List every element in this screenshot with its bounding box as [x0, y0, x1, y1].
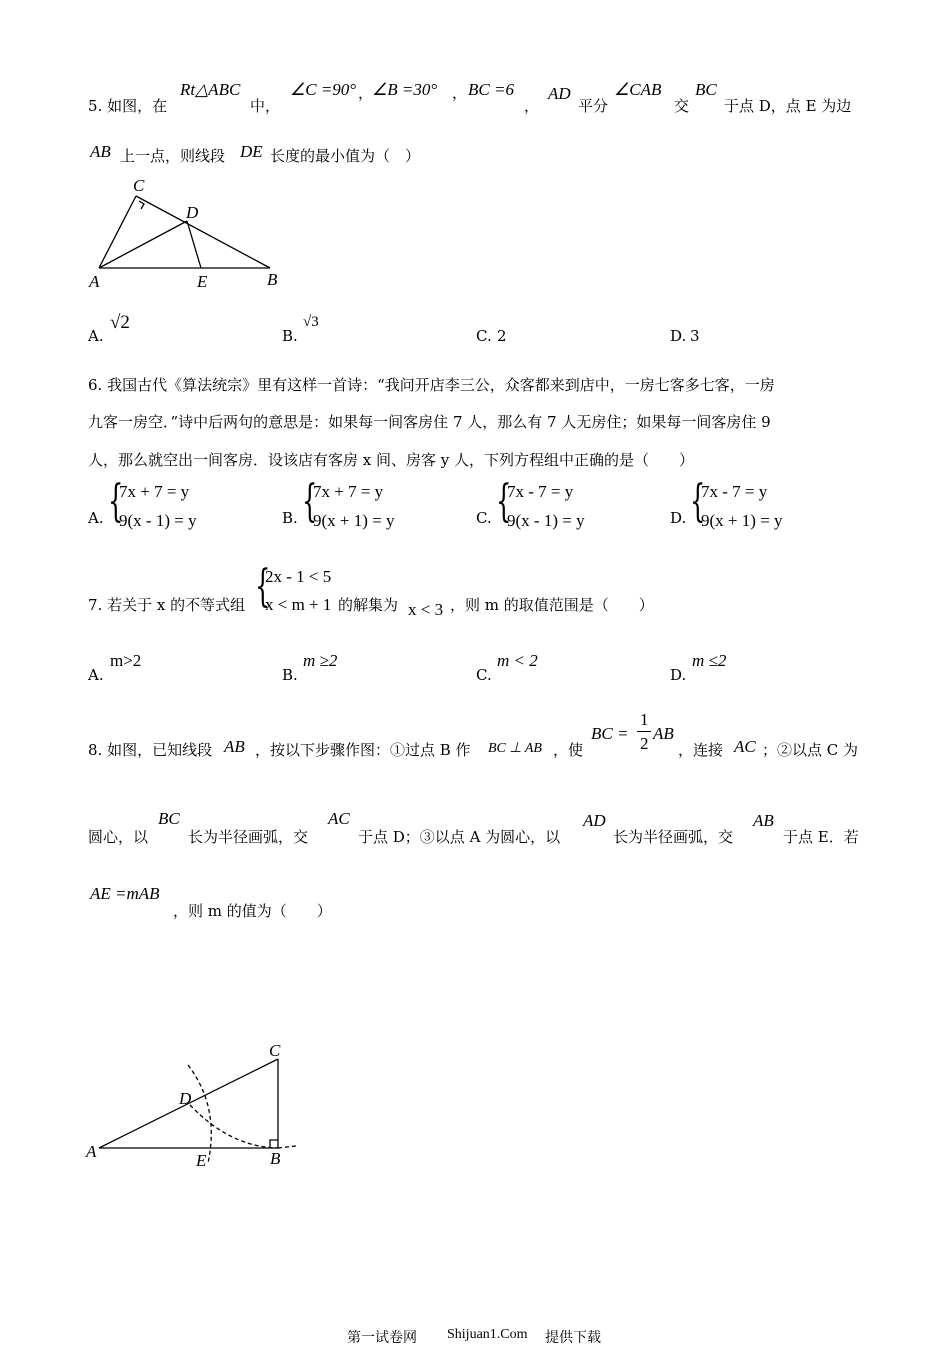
q6-line2: 九客一房空．”诗中后两句的意思是：如果每一间客房住 7 人，那么有 7 人无房住；如果每一间客房住 9 [88, 413, 771, 431]
q8-l1-perp: BC ⊥ AB [488, 741, 542, 756]
q8-l2-e: 于点 E．若 [783, 828, 859, 846]
q6-option-a-letter: A. [88, 509, 104, 527]
q6-option-c-eq1: 7x - 7 = y [507, 482, 574, 501]
q5-line2-end: 长度的最小值为（ ） [270, 147, 421, 165]
q8-l2-ac: AC [328, 809, 350, 828]
q6-option-d-eq2: 9(x + 1) = y [701, 511, 783, 530]
q6-option-d-letter: D. [670, 509, 687, 527]
q6-option-a-eq1: 7x + 7 = y [119, 482, 190, 501]
q5-sep2: ， [452, 84, 468, 102]
q8-l2-c: 于点 D；③以点 A 为圆心，以 [358, 828, 561, 846]
q5-line2-ab: AB [90, 142, 111, 161]
q5-option-d-letter: D. [670, 327, 687, 345]
q5-jiao: 交 [674, 97, 690, 115]
q5-label-e: E [197, 272, 208, 291]
q6-line1: 6. 我国古代《算法统宗》里有这样一首诗：“我问开店李三公，众客都来到店中，一房七客多七客，一房 [88, 376, 775, 394]
q8-l1-frac-bar [637, 731, 651, 732]
q8-l1-d: ，连接 [678, 741, 724, 759]
q8-ab-extension [278, 1146, 296, 1148]
q8-construction-figure [80, 1035, 310, 1175]
q5-right-angle-mark [139, 201, 144, 209]
q5-tail: 于点 D，点 E 为边 [724, 97, 852, 115]
q5-side-cb [136, 196, 270, 268]
q8-l2-b: 长为半径画弧，交 [188, 828, 309, 846]
q5-label-d: D [186, 203, 199, 222]
q5-option-c-letter: C. [476, 327, 492, 345]
q5-de: DE [240, 142, 263, 161]
q7-suffix: ，则 m 的取值范围是（ ） [450, 596, 654, 614]
q8-l1-c: ，使 [553, 741, 584, 759]
q6-line3: 人，那么就空出一间客房．设该店有客房 x 间、房客 y 人，下列方程组中正确的是（ ） [88, 451, 695, 469]
q6-option-b-brace: { [302, 476, 318, 527]
q5-option-d-value: 3 [690, 327, 700, 345]
q6-option-b-letter: B. [282, 509, 298, 527]
q8-l2-ad: AD [583, 811, 606, 830]
q8-l1-bc: BC = [591, 724, 629, 743]
q5-bc6: BC =6 [468, 80, 514, 99]
q7-option-d-value: m ≤2 [692, 651, 727, 670]
q5-sep3: ， [524, 97, 540, 115]
q6-option-c-letter: C. [476, 509, 492, 527]
q6-option-a-brace: { [108, 476, 124, 527]
q7-option-a-letter: A. [88, 666, 104, 684]
q7-option-a-value: m>2 [110, 651, 142, 670]
q7-ineq2: x < m + 1 [265, 595, 332, 614]
q7-solution: x < 3 [408, 600, 444, 619]
q7-option-b-value: m ≥2 [303, 651, 338, 670]
q5-option-a-value: √2 [110, 312, 130, 333]
q7-option-c-value: m < 2 [497, 651, 538, 670]
footer-site[interactable]: Shijuan1.Com [447, 1327, 528, 1342]
q5-line2-text: 上一点，则线段 [120, 147, 226, 165]
q5-sep1: ， [358, 84, 374, 102]
q8-label-c: C [269, 1041, 281, 1060]
q8-l1-ab: AB [224, 737, 245, 756]
q5-label-b: B [267, 270, 278, 289]
q8-l1-frac-num: 1 [640, 710, 649, 729]
q5-segment-de [187, 221, 201, 268]
q8-label-b: B [270, 1149, 281, 1168]
footer-left: 第一试卷网 [347, 1330, 417, 1346]
q5-label-a: A [89, 272, 100, 291]
q8-right-angle-mark [270, 1140, 278, 1148]
q8-l2-a: 圆心，以 [88, 828, 149, 846]
q5-label-c: C [133, 176, 145, 195]
q8-l3-eq: AE =mAB [90, 884, 160, 903]
q8-l1-a: 8. 如图，已知线段 [88, 741, 213, 759]
q8-label-e: E [196, 1151, 207, 1170]
q5-ad: AD [548, 84, 571, 103]
q7-option-d-letter: D. [670, 666, 687, 684]
q5-cab: ∠CAB [614, 80, 662, 99]
q5-triangle-figure [80, 170, 300, 295]
q6-option-b-eq2: 9(x + 1) = y [313, 511, 395, 530]
q8-l2-bc: BC [158, 809, 180, 828]
q5-angle-b: ∠B =30° [372, 80, 438, 99]
q7-prefix: 7. 若关于 x 的不等式组 [88, 596, 246, 614]
q5-option-a-letter: A. [88, 327, 104, 345]
q8-l1-e: ；②以点 C 为 [762, 741, 859, 759]
q5-mid: 中， [250, 97, 281, 115]
q5-option-b-value: √3 [303, 314, 319, 330]
q5-option-c-value: 2 [497, 327, 507, 345]
q8-l1-ac: AC [734, 737, 756, 756]
q5-number: 5. 如图，在 [88, 97, 168, 115]
q6-option-c-brace: { [496, 476, 512, 527]
q8-l1-frac-den: 2 [640, 734, 649, 753]
q5-option-b-letter: B. [282, 327, 298, 345]
q6-option-b-eq1: 7x + 7 = y [313, 482, 384, 501]
q5-rt-abc: Rt△ABC [180, 80, 241, 99]
q6-option-d-brace: { [690, 476, 706, 527]
q8-l1-ab2: AB [653, 724, 674, 743]
footer-right: 提供下载 [545, 1330, 601, 1346]
q5-bc: BC [695, 80, 717, 99]
q8-arc-center-c [190, 1105, 278, 1148]
q8-l1-b: ，按以下步骤作图：①过点 B 作 [255, 741, 471, 759]
q5-side-ac [99, 196, 136, 268]
q7-mid: 的解集为 [338, 596, 399, 614]
q8-l3-text: ，则 m 的值为（ ） [173, 902, 332, 920]
q7-brace: { [255, 561, 271, 612]
q7-option-c-letter: C. [476, 666, 492, 684]
q6-option-c-eq2: 9(x - 1) = y [507, 511, 585, 530]
q6-option-d-eq1: 7x - 7 = y [701, 482, 768, 501]
q6-option-a-eq2: 9(x - 1) = y [119, 511, 197, 530]
q8-label-d: D [179, 1089, 192, 1108]
q5-segment-ad [99, 221, 187, 268]
q5-pingfen: 平分 [578, 97, 609, 115]
q7-ineq1: 2x - 1 < 5 [265, 567, 332, 586]
q8-l2-d: 长为半径画弧，交 [613, 828, 734, 846]
q8-label-a: A [86, 1142, 97, 1161]
q7-option-b-letter: B. [282, 666, 298, 684]
q5-angle-c: ∠C =90° [290, 80, 357, 99]
q8-l2-ab: AB [753, 811, 774, 830]
